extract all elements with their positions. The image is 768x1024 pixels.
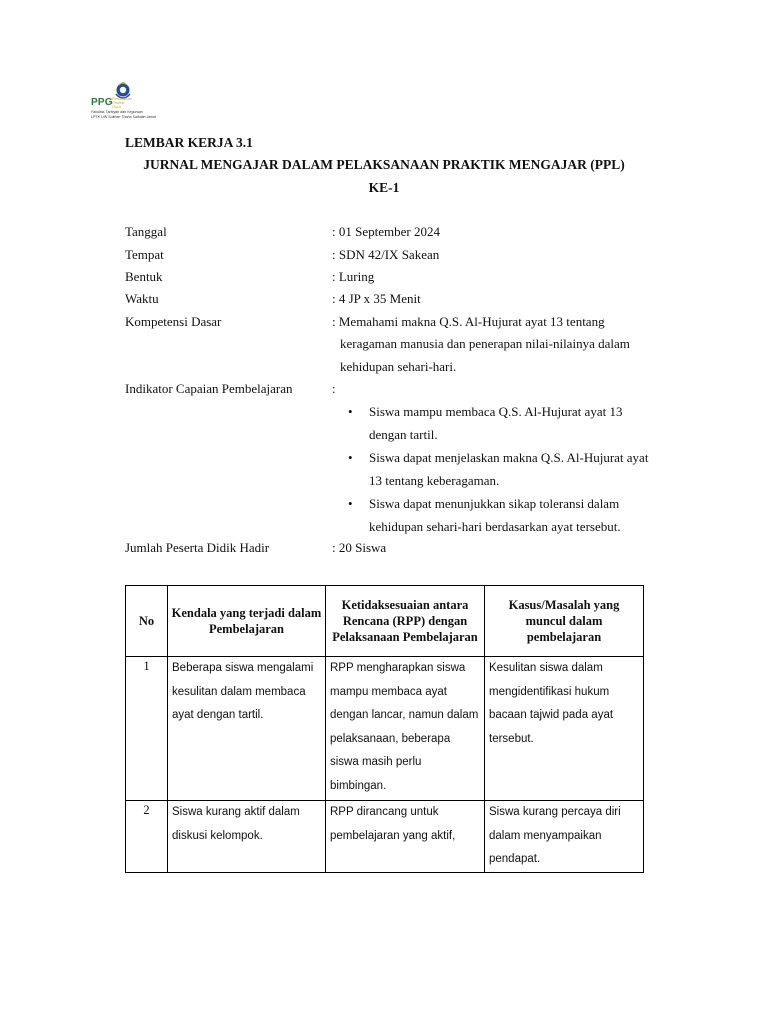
kd-value-line2: keragaman manusia dan penerapan nilai-nilainya dalam bbox=[340, 336, 630, 351]
worksheet-title: LEMBAR KERJA 3.1 bbox=[125, 135, 253, 150]
logo-faculty: Fakultas Tarbiyah dan Keguruan bbox=[91, 110, 143, 114]
kd-value-line1: : Memahami makna Q.S. Al-Hujurat ayat 13 tentang bbox=[332, 314, 605, 329]
tanggal-label: Tanggal bbox=[125, 224, 167, 239]
journal-session: KE-1 bbox=[368, 180, 400, 195]
tanggal-value: : 01 September 2024 bbox=[332, 224, 440, 239]
journal-title: JURNAL MENGAJAR DALAM PELAKSANAAN PRAKTIK MENGAJAR (PPL) bbox=[143, 157, 625, 172]
cell-ketidaksesuaian: RPP dirancang untuk pembelajaran yang aktif, bbox=[326, 801, 485, 873]
tempat-label: Tempat bbox=[125, 247, 164, 262]
peserta-value: : 20 Siswa bbox=[332, 540, 387, 555]
peserta-label: Jumlah Peserta Didik Hadir bbox=[125, 540, 270, 555]
cell-kendala: Beberapa siswa mengalami kesulitan dalam membaca ayat dengan tartil. bbox=[168, 657, 326, 801]
indicator-text: Siswa dapat menjelaskan makna Q.S. Al-Hujurat ayat 13 tentang keberagaman. bbox=[369, 450, 649, 488]
bullet-icon: • bbox=[348, 496, 353, 511]
kd-label: Kompetensi Dasar bbox=[125, 314, 222, 329]
waktu-value: : 4 JP x 35 Menit bbox=[332, 291, 421, 306]
table-row bbox=[126, 657, 644, 801]
cell-kasus: Siswa kurang percaya diri dalam menyampaikan pendapat. bbox=[485, 801, 644, 873]
logo-university: LPTK UIN Sulthan Thaha Saifudin Jambi bbox=[91, 115, 157, 119]
bentuk-value: : Luring bbox=[332, 269, 375, 284]
indicator-text: Siswa dapat menunjukkan sikap toleransi dalam kehidupan sehari-hari berdasarkan ayat tersebut. bbox=[369, 496, 621, 534]
indicator-text: Siswa mampu membaca Q.S. Al-Hujurat ayat 13 dengan tartil. bbox=[369, 404, 623, 442]
logo-line2: Profesi bbox=[112, 100, 125, 105]
bullet-icon: • bbox=[348, 450, 353, 465]
journal-table bbox=[125, 585, 644, 873]
table-header-row bbox=[126, 586, 644, 657]
logo-line3: Guru bbox=[112, 104, 121, 109]
cell-ketidaksesuaian: RPP mengharapkan siswa mampu membaca ayat dengan lancar, namun dalam pelaksanaan, beberapa siswa masih perlu bimbingan. bbox=[326, 657, 485, 801]
cell-kendala: Siswa kurang aktif dalam diskusi kelompok. bbox=[168, 801, 326, 873]
tempat-value: : SDN 42/IX Sakean bbox=[332, 247, 440, 262]
header-ketidaksesuaian: Ketidaksesuaian antara Rencana (RPP) dengan Pelaksanaan Pembelajaran bbox=[326, 586, 485, 657]
table-row bbox=[126, 801, 644, 873]
cell-no: 2 bbox=[126, 801, 168, 873]
waktu-label: Waktu bbox=[125, 291, 159, 306]
icp-colon: : bbox=[332, 381, 336, 396]
cell-no: 1 bbox=[126, 657, 168, 801]
header-kasus: Kasus/Masalah yang muncul dalam pembelajaran bbox=[485, 586, 644, 657]
logo-abbr: PPG bbox=[91, 97, 113, 108]
logo-line1: Pendidikan bbox=[112, 96, 132, 101]
cell-kasus: Kesulitan siswa dalam mengidentifikasi hukum bacaan tajwid pada ayat tersebut. bbox=[485, 657, 644, 801]
bullet-icon: • bbox=[348, 404, 353, 419]
header-no: No bbox=[126, 586, 168, 657]
ppg-logo bbox=[90, 82, 172, 124]
kd-value-line3: kehidupan sehari-hari. bbox=[340, 359, 457, 374]
bentuk-label: Bentuk bbox=[125, 269, 163, 284]
icp-label: Indikator Capaian Pembelajaran bbox=[125, 381, 293, 396]
header-kendala: Kendala yang terjadi dalam Pembelajaran bbox=[168, 586, 326, 657]
